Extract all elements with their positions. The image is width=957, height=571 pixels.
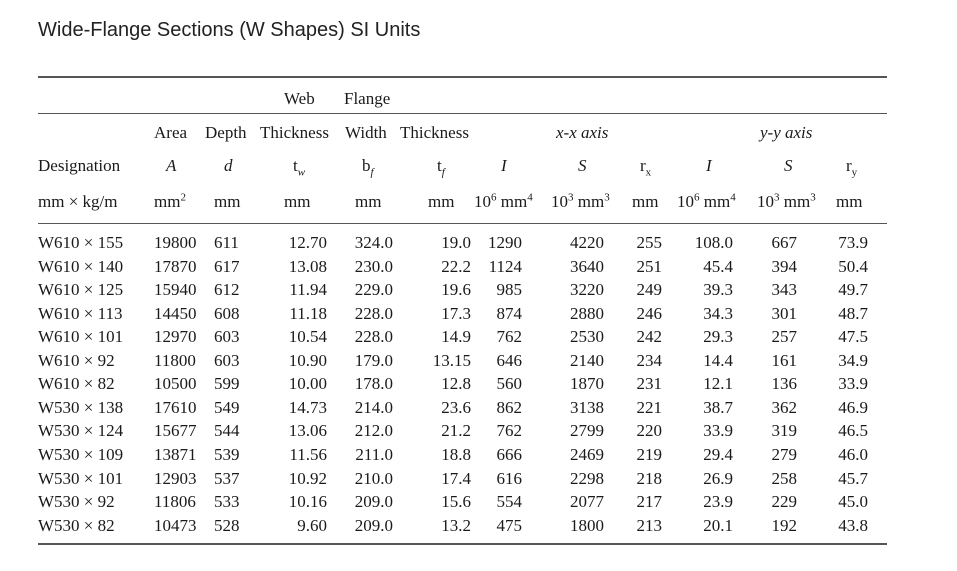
cell-ix: 1124 — [488, 256, 522, 276]
cell-web-thickness: 11.18 — [289, 303, 327, 323]
cell-ry: 46.0 — [838, 444, 868, 464]
cell-designation: W530 × 101 — [38, 468, 124, 488]
header-web: Web — [284, 89, 315, 108]
header-unit-depth: mm — [214, 192, 241, 211]
cell-depth: 544 — [214, 421, 240, 441]
header-sym-area: A — [166, 156, 177, 175]
header-depth: Depth — [205, 123, 247, 142]
cell-designation: W530 × 92 — [38, 492, 115, 512]
cell-depth: 603 — [214, 327, 240, 347]
cell-designation: W610 × 113 — [38, 303, 123, 323]
cell-ry: 45.7 — [838, 468, 868, 488]
cell-ix: 862 — [496, 397, 522, 417]
cell-flange-thickness: 15.6 — [441, 492, 471, 512]
cell-sx: 2077 — [570, 492, 604, 512]
cell-web-thickness: 14.73 — [288, 397, 327, 417]
cell-sx: 3138 — [570, 397, 604, 417]
header-bottom-rule — [38, 223, 887, 224]
cell-iy: 20.1 — [703, 515, 733, 535]
cell-designation: W610 × 155 — [38, 233, 124, 252]
header-sym-tf: $t_f$ — [437, 156, 445, 179]
cell-depth: 533 — [214, 492, 240, 512]
table-top-rule — [38, 76, 887, 78]
cell-rx: 234 — [636, 350, 662, 370]
cell-ry: 50.4 — [838, 256, 868, 276]
cell-sy: 258 — [771, 468, 797, 488]
cell-flange-width: 228.0 — [354, 303, 393, 323]
cell-ix: 762 — [496, 421, 522, 441]
cell-area: 12970 — [154, 327, 197, 347]
cell-sy: 319 — [771, 421, 797, 441]
cell-sy: 192 — [771, 515, 797, 535]
cell-flange-width: 178.0 — [354, 374, 393, 394]
cell-iy: 33.9 — [703, 421, 733, 441]
cell-ry: 46.5 — [838, 421, 868, 441]
cell-rx: 251 — [636, 256, 662, 276]
table-row — [0, 445, 957, 469]
cell-sy: 229 — [771, 492, 797, 512]
header-unit-designation: mm × kg/m — [38, 192, 118, 211]
table-row — [0, 304, 957, 328]
cell-ry: 47.5 — [838, 327, 868, 347]
cell-iy: 12.1 — [703, 374, 733, 394]
cell-depth: 549 — [214, 397, 240, 417]
cell-flange-thickness: 12.8 — [441, 374, 471, 394]
header-sym-sy: S — [784, 156, 793, 175]
cell-ix: 475 — [496, 515, 522, 535]
header-xx-axis: x-x axis — [556, 123, 609, 142]
header-unit-tw: mm — [284, 192, 311, 211]
cell-designation: W610 × 140 — [38, 256, 124, 276]
table-row — [0, 516, 957, 540]
header-flange-width: Width — [345, 123, 387, 142]
cell-depth: 617 — [214, 256, 240, 276]
cell-flange-width: 209.0 — [354, 515, 393, 535]
cell-ix: 1290 — [488, 233, 522, 252]
cell-area: 11806 — [154, 492, 196, 512]
cell-iy: 14.4 — [703, 350, 733, 370]
header-sym-bf: $b_f$ — [362, 156, 374, 179]
header-web-thickness: Thickness — [260, 123, 329, 142]
header-area: Area — [154, 123, 188, 142]
cell-rx: 221 — [636, 397, 662, 417]
table-row — [0, 233, 957, 257]
cell-iy: 23.9 — [703, 492, 733, 512]
cell-ry: 49.7 — [838, 280, 868, 300]
cell-designation: W610 × 82 — [38, 374, 115, 394]
cell-designation: W530 × 109 — [38, 444, 124, 464]
cell-area: 10500 — [154, 374, 197, 394]
cell-flange-thickness: 18.8 — [441, 444, 471, 464]
cell-flange-width: 210.0 — [354, 468, 393, 488]
table-row — [0, 469, 957, 493]
cell-flange-width: 228.0 — [354, 327, 393, 347]
cell-flange-thickness: 23.6 — [441, 397, 471, 417]
cell-area: 15940 — [154, 280, 197, 300]
header-sym-sx: S — [578, 156, 587, 175]
table-row — [0, 374, 957, 398]
cell-ix: 985 — [496, 280, 522, 300]
cell-sx: 2880 — [570, 303, 604, 323]
cell-web-thickness: 10.90 — [288, 350, 327, 370]
cell-sy: 667 — [771, 233, 797, 252]
cell-rx: 220 — [636, 421, 662, 441]
cell-web-thickness: 10.00 — [288, 374, 327, 394]
header-flange-thickness: Thickness — [400, 123, 469, 142]
cell-rx: 213 — [636, 515, 662, 535]
cell-flange-width: 209.0 — [354, 492, 393, 512]
table-row — [0, 351, 957, 375]
cell-ry: 46.9 — [838, 397, 868, 417]
header-sym-ry: $r_y$ — [846, 156, 858, 179]
cell-rx: 255 — [636, 233, 662, 252]
cell-flange-thickness: 17.4 — [441, 468, 471, 488]
cell-web-thickness: 11.56 — [289, 444, 327, 464]
cell-sy: 362 — [771, 397, 797, 417]
cell-flange-thickness: 22.2 — [441, 256, 471, 276]
cell-ry: 33.9 — [838, 374, 868, 394]
cell-ry: 45.0 — [838, 492, 868, 512]
cell-flange-thickness: 13.2 — [441, 515, 471, 535]
cell-web-thickness: 13.06 — [288, 421, 327, 441]
cell-sy: 301 — [771, 303, 797, 323]
cell-sx: 2530 — [570, 327, 604, 347]
cell-ix: 666 — [496, 444, 522, 464]
cell-ry: 43.8 — [838, 515, 868, 535]
cell-flange-width: 212.0 — [354, 421, 393, 441]
cell-iy: 38.7 — [703, 397, 733, 417]
cell-ix: 762 — [496, 327, 522, 347]
cell-flange-width: 229.0 — [354, 280, 393, 300]
cell-flange-thickness: 21.2 — [441, 421, 471, 441]
cell-rx: 231 — [636, 374, 662, 394]
cell-sx: 3640 — [570, 256, 604, 276]
cell-flange-width: 214.0 — [354, 397, 393, 417]
cell-sy: 394 — [771, 256, 797, 276]
cell-sx: 2298 — [570, 468, 604, 488]
cell-flange-width: 324.0 — [354, 233, 393, 252]
cell-web-thickness: 11.94 — [289, 280, 327, 300]
cell-sy: 279 — [771, 444, 797, 464]
cell-depth: 603 — [214, 350, 240, 370]
header-unit-iy: $10^6$ $mm^4$ — [677, 191, 736, 211]
cell-iy: 29.3 — [703, 327, 733, 347]
cell-rx: 246 — [636, 303, 662, 323]
header-sym-tw: $t_w$ — [293, 156, 306, 179]
cell-ix: 560 — [496, 374, 522, 394]
cell-iy: 45.4 — [703, 256, 733, 276]
cell-designation: W610 × 125 — [38, 280, 124, 300]
cell-ix: 646 — [496, 350, 522, 370]
header-unit-sx: $10^3$ $mm^3$ — [551, 191, 610, 211]
cell-ry: 48.7 — [838, 303, 868, 323]
cell-area: 17870 — [154, 256, 197, 276]
cell-designation: W610 × 92 — [38, 350, 115, 370]
cell-sx: 4220 — [570, 233, 604, 252]
cell-depth: 599 — [214, 374, 240, 394]
cell-sx: 2140 — [570, 350, 604, 370]
cell-ix: 554 — [496, 492, 522, 512]
cell-sy: 136 — [771, 374, 797, 394]
cell-area: 13871 — [154, 444, 197, 464]
cell-ix: 616 — [496, 468, 522, 488]
cell-flange-width: 211.0 — [355, 444, 393, 464]
cell-web-thickness: 13.08 — [288, 256, 327, 276]
cell-area: 11800 — [154, 350, 196, 370]
cell-area: 19800 — [154, 233, 197, 252]
cell-iy: 39.3 — [703, 280, 733, 300]
table-row — [0, 398, 957, 422]
cell-designation: W530 × 82 — [38, 515, 115, 535]
cell-rx: 242 — [636, 327, 662, 347]
table-row — [0, 492, 957, 516]
cell-rx: 218 — [636, 468, 662, 488]
cell-sy: 161 — [771, 350, 797, 370]
cell-designation: W530 × 124 — [38, 421, 124, 441]
cell-web-thickness: 10.16 — [288, 492, 327, 512]
header-flange: Flange — [344, 89, 391, 108]
cell-depth: 608 — [214, 303, 240, 323]
cell-web-thickness: 9.60 — [297, 515, 327, 535]
cell-iy: 108.0 — [694, 233, 733, 252]
cell-sx: 1870 — [570, 374, 604, 394]
cell-rx: 219 — [636, 444, 662, 464]
cell-ry: 34.9 — [838, 350, 868, 370]
header-unit-rx: mm — [632, 192, 659, 211]
cell-sx: 3220 — [570, 280, 604, 300]
cell-depth: 539 — [214, 444, 240, 464]
cell-depth: 528 — [214, 515, 240, 535]
cell-area: 14450 — [154, 303, 197, 323]
cell-designation: W530 × 138 — [38, 397, 124, 417]
table-row — [0, 327, 957, 351]
header-unit-area: $mm^2$ — [154, 191, 186, 211]
cell-web-thickness: 12.70 — [288, 233, 327, 252]
cell-flange-thickness: 19.6 — [441, 280, 471, 300]
cell-depth: 612 — [214, 280, 240, 300]
cell-rx: 217 — [636, 492, 662, 512]
cell-sy: 343 — [771, 280, 797, 300]
header-unit-bf: mm — [355, 192, 382, 211]
cell-sx: 2469 — [570, 444, 604, 464]
cell-iy: 34.3 — [703, 303, 733, 323]
cell-depth: 537 — [214, 468, 240, 488]
header-sym-ix: I — [501, 156, 507, 175]
header-designation: Designation — [38, 156, 121, 175]
cell-sx: 1800 — [570, 515, 604, 535]
cell-flange-thickness: 19.0 — [441, 233, 471, 252]
cell-depth: 611 — [214, 233, 239, 252]
table-row — [0, 280, 957, 304]
header-yy-axis: y-y axis — [760, 123, 813, 142]
cell-area: 10473 — [154, 515, 197, 535]
header-group-rule — [38, 113, 887, 114]
cell-sx: 2799 — [570, 421, 604, 441]
header-unit-sy: $10^3$ $mm^3$ — [757, 191, 816, 211]
header-sym-rx: $r_x$ — [640, 156, 652, 179]
table-row — [0, 421, 957, 445]
page-title: Wide-Flange Sections (W Shapes) SI Units — [38, 19, 421, 41]
header-sym-depth: d — [224, 156, 233, 175]
cell-web-thickness: 10.92 — [288, 468, 327, 488]
cell-iy: 26.9 — [703, 468, 733, 488]
cell-web-thickness: 10.54 — [288, 327, 327, 347]
cell-area: 17610 — [154, 397, 197, 417]
cell-flange-width: 230.0 — [354, 256, 393, 276]
cell-ry: 73.9 — [838, 233, 868, 252]
cell-rx: 249 — [636, 280, 662, 300]
header-unit-ix: $10^6$ $mm^4$ — [474, 191, 533, 211]
cell-iy: 29.4 — [703, 444, 733, 464]
table-row — [0, 257, 957, 281]
cell-flange-thickness: 13.15 — [432, 350, 471, 370]
cell-area: 15677 — [154, 421, 197, 441]
header-unit-ry: mm — [836, 192, 863, 211]
table-bottom-rule — [38, 543, 887, 545]
cell-ix: 874 — [496, 303, 522, 323]
cell-area: 12903 — [154, 468, 197, 488]
header-unit-tf: mm — [428, 192, 455, 211]
header-sym-iy: I — [706, 156, 712, 175]
cell-flange-thickness: 14.9 — [441, 327, 471, 347]
cell-flange-width: 179.0 — [354, 350, 393, 370]
cell-flange-thickness: 17.3 — [441, 303, 471, 323]
cell-sy: 257 — [771, 327, 797, 347]
cell-designation: W610 × 101 — [38, 327, 124, 347]
